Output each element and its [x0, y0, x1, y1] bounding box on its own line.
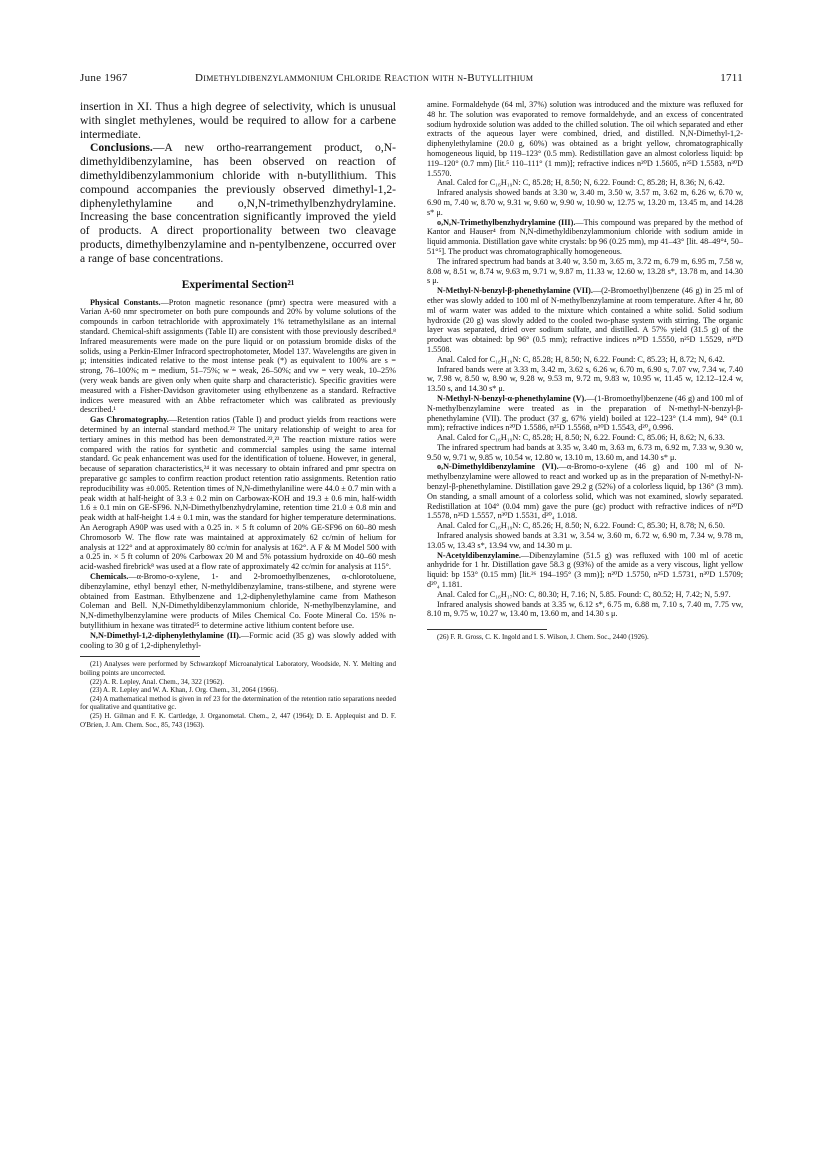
paragraph-text: —(2-Bromoethyl)benzene (46 g) in 25 ml of ether was slowly added to 100 ml of N-methylbenzylamine at room temperature. After 4 hr, 80 ml of warm water was added to the mixture which contained a white solid. Solid sodium hydroxide (20 g) was slowly added to the cooled two-phase system with stirring. The organic layer was separated, dried over sodium sulfate, and distilled. A 57% yield (31.5 g) of the product was obtained: bp 96° (0.5 mm); refractive indices n²⁰D 1.5550, n²⁵D 1.5529, n³⁰D 1.5508.	[427, 286, 743, 354]
subheading: o,N-Dimethyldibenzylamine (VI).	[437, 462, 559, 472]
subheading: N-Methyl-N-benzyl-β-phenethylamine (VII).	[437, 286, 593, 296]
conclusions-paragraph	[80, 141, 396, 265]
analysis-line: Anal. Calcd for C₁₆H₁₉N: C, 85.26; H, 8.50; N, 6.22. Found: C, 85.30; H, 8.78; N, 6.50.	[437, 521, 725, 531]
footnote: (23) A. R. Lepley and W. A. Khan, J. Org. Chem., 31, 2064 (1966).	[90, 686, 279, 695]
paragraph-text: —(1-Bromoethyl)benzene (46 g) and 100 ml of N-methylbenzylamine were treated as in the preparation of N-methyl-N-benzyl-β-phenethylamine (VII). The product (37 g, 67% yield) boiled at 122–123° (1.4 mm), 94° (0.1 mm); refractive indices n²⁰D 1.5586, n²⁵D 1.5568, n³⁰D 1.5543, d²⁰₄ 0.996.	[427, 393, 743, 433]
infrared-line: Infrared bands were at 3.33 m, 3.42 m, 3.62 s, 6.26 w, 6.70 m, 6.90 s, 7.07 vw, 7.34 w, 7.40 w, 7.98 w, 8.50 w, 8.90 w, 9.28 w, 9.53 m, 9.72 m, 9.83 w, 10.95 w, 11.45 w, 12.12–12.4 w, 13.50 s, and 14.30 s* μ.	[427, 364, 743, 394]
infrared-line: Infrared analysis showed bands at 3.35 w, 6.12 s*, 6.75 m, 6.88 m, 7.10 s, 7.40 m, 7.75 vw, 8.10 m, 9.75 w, 10.27 w, 13.40 m, 13.60 m, and 14.30 s μ.	[427, 599, 743, 619]
page-number: 1711	[720, 72, 743, 84]
footnotes-left	[80, 660, 396, 729]
footnote: (26) F. R. Gross, C. K. Ingold and I. S. Wilson, J. Chem. Soc., 2440 (1926).	[437, 633, 649, 642]
paragraph: insertion in XI. Thus a high degree of selectivity, which is unusual with singlet methylenes, would be required to allow for a carbene intermediate.	[80, 100, 396, 141]
paragraph	[80, 631, 396, 651]
analysis-line: Anal. Calcd for C₁₆H₁₉N: C, 85.28; H, 8.50; N, 6.22. Found: C, 85.28; H, 8.36; N, 6.42.	[437, 178, 725, 188]
paragraph	[80, 298, 396, 416]
running-header	[80, 72, 743, 88]
subheading: N-Acetyldibenzylamine.	[437, 550, 521, 560]
paragraph	[80, 415, 396, 572]
paragraph	[427, 218, 743, 257]
footnote: (22) A. R. Lepley, Anal. Chem., 34, 322 (1962).	[90, 677, 225, 686]
paragraph-text: —Proton magnetic resonance (pmr) spectra were measured with a Varian A-60 nmr spectrometer on both pure compounds and 20% by volume solutions of the compounds in carbon tetrachloride with approximately 1% tetramethylsilane as an internal standard. Chemical-shift assignments (Table II) are consistent with those previously described.⁸ Infrared measurements were made on the pure liquid or on potassium bromide disks of the solids, using a Perkin-Elmer Infracord spectrophotometer, Model 137. Wavelengths are given in μ; intensities indicated relative to the most intense peak (*) as equivalent to 100% are s = strong, 76–100%; m = medium, 51–75%; w = weak, 26–50%; and vw = very weak, 10–25% (very weak bands are given only when quite sharp and characteristic). Specific gravities were measured with a Fisher-Davidson gravitometer using ethylbenzene as a standard. Refractive indices were measured with an Abbe refractometer which was calibrated as previously described.¹	[80, 297, 396, 415]
running-title: Dimethyldibenzylammonium Chloride Reaction with n-Butyllithium	[195, 72, 534, 84]
analysis-line: Anal. Calcd for C₁₆H₁₇NO: C, 80.30; H, 7.16; N, 5.85. Found: C, 80.52; H, 7.42; N, 5.97.	[437, 589, 731, 599]
paragraph: amine. Formaldehyde (64 ml, 37%) solution was introduced and the mixture was refluxed for 48 hr. The solution was evaporated to remove formaldehyde, and an excess of concentrated sodium hydroxide solution was added to the chilled solution. The oil which separated and ether extracts of the aqueous layer were combined, dried, and distilled. N,N-Dimethyl-1,2-diphenylethylamine (20.0 g, 60%) was obtained as a bright yellow, chromatographically homogeneous liquid, bp 119–123° (0.5 mm). Redistillation gave an almost colorless liquid: bp 119–120° (0.7 mm) [lit.⁵ 110–111° (1 mm)]; refractive indices n²⁰D 1.5605, n²⁵D 1.5583, n³⁰D 1.5570.	[427, 100, 743, 178]
subheading: Physical Constants.	[90, 297, 161, 307]
paragraph-text: —This compound was prepared by the method of Kantor and Hauser⁴ from N,N-dimethyldibenzylammonium chloride with sodium amide in liquid ammonia. Distillation gave white crystals: bp 96 (0.25 mm), mp 41–43° [lit. 48–49°⁴, 50–51°⁵]. The product was chromatographically homogeneous.	[427, 217, 743, 256]
subheading: N-Methyl-N-benzyl-α-phenethylamine (V).	[437, 393, 587, 403]
paragraph	[427, 551, 743, 590]
infrared-line: Infrared analysis showed bands at 3.31 w, 3.54 w, 3.60 m, 6.72 w, 6.90 m, 7.34 w, 9.78 m, 13.05 w, 13.43 s*, 13.94 vw, and 14.30 m μ.	[427, 531, 743, 550]
footnotes-right	[427, 633, 743, 642]
paragraph-text: —α-Bromo-o-xylene, 1- and 2-bromoethylbenzenes, α-chlorotoluene, dibenzylamine, ethyl benzyl ether, N-methyldibenzylamine, trans-stilbene, and styrene were obtained from Eastman. Ethylbenzene and 1,2-diphenylethylamine came from Matheson Coleman and Bell. N,N-Dimethyldibenzylammonium chloride, N-methylbenzylamine, and N,N-dimethylbenzylamine were products of Miles Chemical Co. Foote Mineral Co. 15% n-butyllithium in hexane was titrated²⁵ to determine active lithium content before use.	[80, 571, 396, 630]
paragraph	[427, 394, 743, 433]
paragraph-text: —Dibenzylamine (51.5 g) was refluxed with 100 ml of acetic anhydride for 1 hr. Distillation gave 58.3 g (93%) of the amide as a very viscous, light yellow liquid: bp 153° (0.15 mm) [lit.²⁶ 194–195° (3 mm)]; n²⁰D 1.5750, n²⁵D 1.5731, n³⁰D 1.5709; d²⁰₄ 1.181.	[427, 550, 743, 590]
section-title: Experimental Section²¹	[181, 278, 295, 291]
conclusions-text: —A new ortho-rearrangement product, o,N-dimethyldibenzylamine, has been observed on reaction of dimethyldibenzylammonium chloride with n-butyllithium. This compound accompanies the previously observed dimethyl-1,2-diphenylethylamine and o,N,N-trimethylbenzhydrylamine. Increasing the base concentration significantly improved the yield of products. A direct proportionality between two cleavage products, dimethylbenzylamine and n-pentylbenzene, occurred over a range of base concentrations.	[80, 141, 396, 265]
paragraph-text: —α-Bromo-o-xylene (46 g) and 100 ml of N-methylbenzylamine were allowed to react and worked up as in the preparation of N-methyl-N-benzyl-β-phenethylamine. Distillation gave 29.2 g (52%) of a colorless liquid, bp 136° (3 mm). On standing, a small amount of a colorless solid, which was not examined, slowly separated. Redistillation at 104° (0.04 mm) gave the pure (gc) product with refractive indices of n²⁰D 1.5578, n²⁵D 1.5557, n³⁰D 1.5531, d²⁰₄ 1.018.	[427, 462, 743, 521]
paragraph	[80, 572, 396, 631]
subheading: o,N,N-Trimethylbenzhydrylamine (III).	[437, 217, 576, 227]
footnote: (24) A mathematical method is given in ref 23 for the determination of the retention ratio separations needed for qualitative and quantitative gc.	[80, 694, 396, 712]
subheading: N,N-Dimethyl-1,2-diphenylethylamine (II).	[90, 630, 241, 640]
paragraph	[427, 286, 743, 355]
infrared-line: The infrared spectrum had bands at 3.35 w, 3.40 m, 3.63 m, 6.73 m, 6.92 m, 7.33 w, 9.30 w, 9.50 w, 9.71 w, 9.85 w, 10.54 w, 12.80 w, 13.10 m, 13.60 m, and 14.30 s* μ.	[427, 442, 743, 462]
infrared-line: The infrared spectrum had bands at 3.40 w, 3.50 m, 3.65 m, 3.72 m, 6.79 m, 6.95 m, 7.58 w, 8.08 w, 8.51 w, 8.74 w, 9.63 m, 9.71 w, 9.87 m, 11.33 w, 12.60 w, 13.28 s*, 13.78 m, and 14.30 s μ.	[427, 256, 743, 286]
analysis-line: Anal. Calcd for C₁₆H₁₉N: C, 85.28; H, 8.50; N, 6.22. Found: C, 85.06; H, 8.62; N, 6.33.	[437, 433, 725, 443]
issue-date: June 1967	[80, 72, 128, 84]
footnote: (25) H. Gilman and F. K. Cartledge, J. Organometal. Chem., 2, 447 (1964); D. E. Applequist and D. F. O'Brien, J. Am. Chem. Soc., 85, 743 (1963).	[80, 711, 396, 729]
conclusions-heading: Conclusions.	[90, 141, 153, 155]
right-column	[427, 100, 743, 642]
subheading: Gas Chromatography.	[90, 415, 169, 425]
left-column	[80, 100, 396, 729]
infrared-line: Infrared analysis showed bands at 3.30 w, 3.40 m, 3.50 w, 3.57 m, 3.62 m, 6.26 w, 6.70 w, 6.90 m, 7.40 w, 8.70 w, 9.31 w, 9.60 w, 9.90 w, 10.90 w, 12.75 w, 13.20 m, 13.45 m, and 14.28 s* μ.	[427, 188, 743, 217]
paragraph	[427, 462, 743, 521]
footnote: (21) Analyses were performed by Schwarzkopf Microanalytical Laboratory, Woodside, N. Y. Melting and boiling points are uncorrected.	[80, 660, 396, 677]
analysis-line: Anal. Calcd for C₁₆H₁₉N: C, 85.28; H, 8.50; N, 6.22. Found: C, 85.23; H, 8.72; N, 6.42.	[437, 354, 725, 364]
paragraph-text: —Retention ratios (Table I) and product yields from reactions were determined by an internal standard method.²² The unitary relationship of weight to area for tertiary amines in this method has been demonstrated.²²,²³ The reaction mixture ratios were compared with the ratios for synthetic and commercial samples using the same internal standard. Gc peak enhancement was used for the identification of toluene. However, in general, because of separation characteristics,²⁴ it was necessary to obtain infrared and pmr spectra on preparative gc samples to confirm reaction product retention ratio assignments. Retention ratio reproducibility was ±0.005. Retention times of N,N-dimethylaniline were 44.0 ± 0.7 min with a peak width at half-height of 3.3 ± 0.2 min on Carbowax-KOH and 19.3 ± 0.6 min, half-width 1.6 ± 0.1 min on GE-SF96. N,N-Dimethylbenzhydrylamine, retention time 21.0 ± 0.8 min and peak width at half-height 1.4 ± 0.1 min, was the standard for higher temperature determinations. An Aerograph A90P was used with a 0.25 in. × 5 ft column of 20% GE-SF96 on 60–80 mesh Chromosorb W. The flow rate was maintained at approximately 62 cc/min of helium for analysis at 122° and at approximately 80 cc/min for analysis at 162°. A F & M Model 500 with a 0.25 in. × 5 ft column of 20% Carbowax 20 M and 5% potassium hydroxide on 40–60 mesh acid-washed firebrick⁸ was used at a flow rate of approximately 42 cc/min for analysis at 115°.	[80, 415, 396, 572]
subheading: Chemicals.	[90, 571, 129, 581]
paragraph-text: —Formic acid (35 g) was slowly added with cooling to 30 g of 1,2-diphenylethyl-	[80, 630, 396, 650]
